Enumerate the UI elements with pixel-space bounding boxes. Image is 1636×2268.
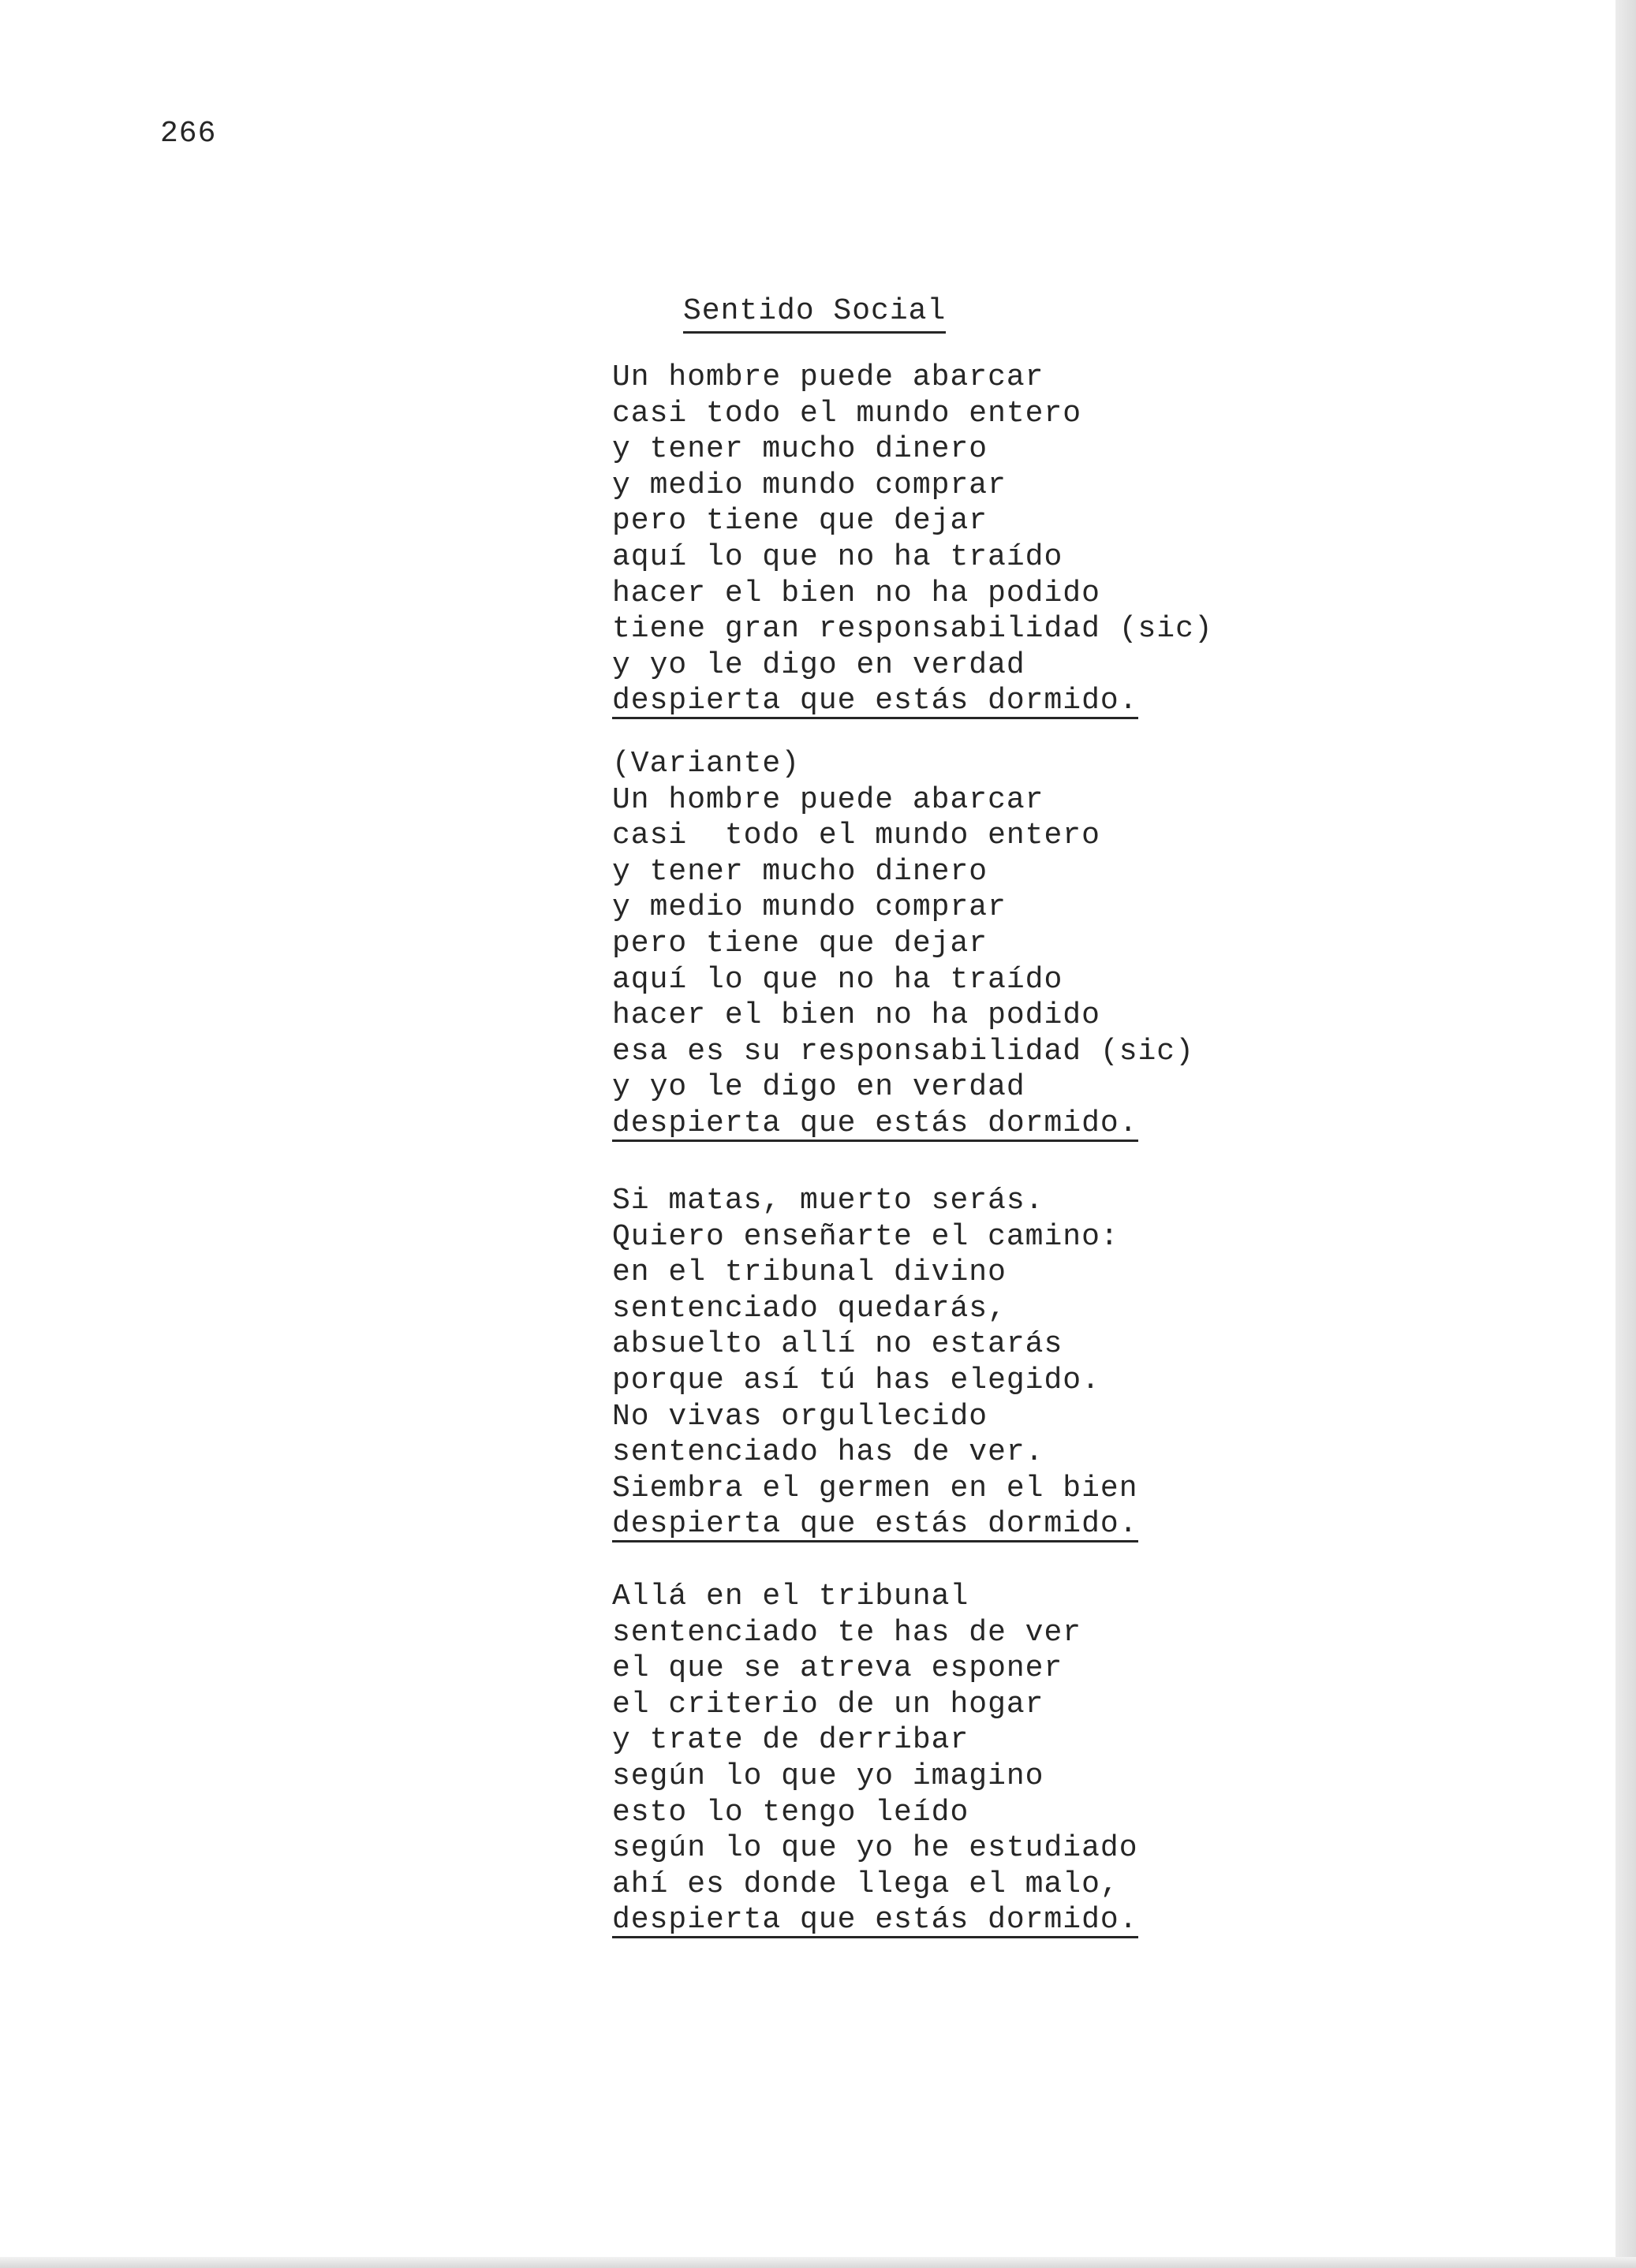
poem-line: aquí lo que no ha traído (612, 962, 1063, 997)
stanza (612, 1183, 1322, 1542)
refrain-line (612, 1902, 1322, 1938)
poem-line: sentenciado has de ver. (612, 1435, 1044, 1470)
poem-line: el que se atreva esponer (612, 1651, 1063, 1686)
stanza (612, 360, 1322, 719)
page-number: 266 (160, 117, 217, 151)
poem-line: según lo que yo he estudiado (612, 1831, 1138, 1866)
refrain-text: despierta que estás dormido. (612, 1903, 1138, 1938)
poem-line: pero tiene que dejar (612, 504, 988, 539)
variant-label: (Variante) (612, 747, 801, 781)
poem-line: y medio mundo comprar (612, 468, 1007, 502)
poem-line: casi todo el mundo entero (612, 396, 1082, 431)
page-edge-shadow-bottom (0, 2257, 1636, 2268)
poem-line: pero tiene que dejar (612, 926, 988, 961)
stanza-variant (612, 746, 1322, 1142)
poem-line: según lo que yo imagino (612, 1759, 1044, 1793)
poem-line: aquí lo que no ha traído (612, 539, 1063, 574)
poem-line: hacer el bien no ha podido (612, 576, 1100, 610)
refrain-line (612, 1506, 1322, 1542)
poem-line: el criterio de un hogar (612, 1687, 1044, 1722)
poem-line: esa es su responsabilidad (sic) (612, 1034, 1194, 1069)
refrain-line (612, 683, 1322, 719)
poem-line: ahí es donde llega el malo, (612, 1867, 1119, 1901)
refrain-text: despierta que estás dormido. (612, 684, 1138, 718)
poem-line: porque así tú has elegido. (612, 1363, 1100, 1397)
poem-line: Quiero enseñarte el camino: (612, 1219, 1119, 1254)
poem-line: y yo le digo en verdad (612, 1070, 1025, 1105)
poem-title: Sentido Social (683, 292, 946, 334)
poem-line: y medio mundo comprar (612, 890, 1007, 925)
poem-line: sentenciado quedarás, (612, 1291, 1007, 1326)
poem-line: Allá en el tribunal (612, 1580, 969, 1613)
refrain-line (612, 1106, 1322, 1142)
poem-line: esto lo tengo leído (612, 1795, 969, 1830)
poem-line: casi todo el mundo entero (612, 819, 1100, 853)
poem-line: Un hombre puede abarcar (612, 360, 1044, 394)
page-edge-shadow-right (1615, 0, 1636, 2268)
refrain-text: despierta que estás dormido. (612, 1507, 1138, 1542)
refrain-text: despierta que estás dormido. (612, 1106, 1138, 1140)
poem-line: No vivas orgullecido (612, 1399, 988, 1434)
poem-line: sentenciado te has de ver (612, 1615, 1082, 1650)
stanza (612, 1579, 1322, 1938)
poem-line: en el tribunal divino (612, 1255, 1007, 1290)
poem-line: Un hombre puede abarcar (612, 782, 1044, 817)
poem-line: hacer el bien no ha podido (612, 998, 1100, 1033)
poem-line: y trate de derribar (612, 1723, 969, 1758)
poem-line: Siembra el germen en el bien (612, 1471, 1138, 1505)
poem-line: y tener mucho dinero (612, 432, 988, 467)
poem-line: y yo le digo en verdad (612, 647, 1025, 682)
poem-line: absuelto allí no estarás (612, 1327, 1063, 1362)
poem-line: y tener mucho dinero (612, 854, 988, 889)
poem-line: tiene gran responsabilidad (sic) (612, 612, 1213, 647)
poem-line: Si matas, muerto serás. (612, 1184, 1044, 1218)
